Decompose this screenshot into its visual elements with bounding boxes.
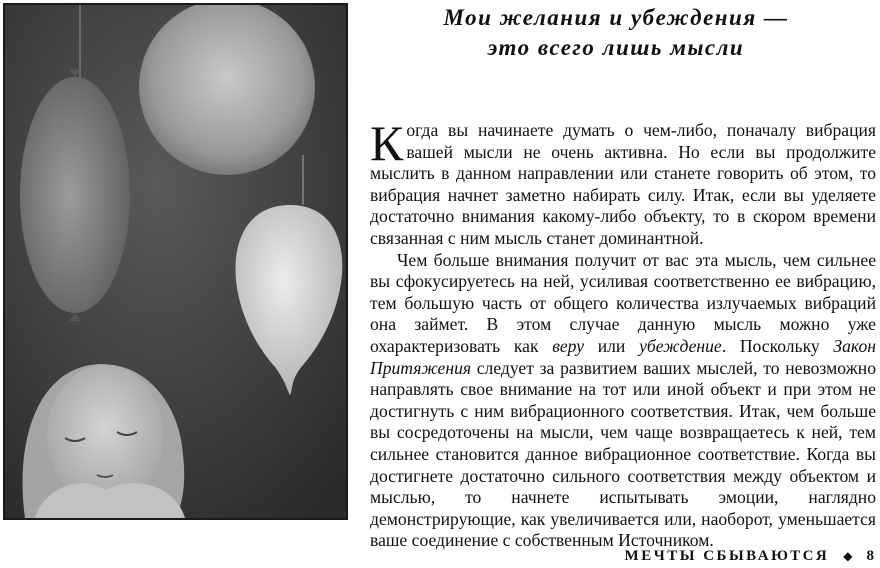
round-lantern (139, 5, 315, 175)
page-number: 8 (866, 548, 874, 564)
drop-cap: К (370, 115, 404, 171)
paragraph-2-text-c: . Поскольку (721, 335, 834, 356)
emphasis-belief: убеждение (639, 335, 722, 356)
oval-lantern (20, 77, 130, 313)
paragraph-2 (370, 250, 876, 552)
paragraph-1-text: огда вы начинаете думать о чем-либо, поначалу вибрация вашей мысли не очень активна. Но если вы продолжите мыслить в данном направлении или станете говорить об этом, то вибрация начнет заметно набирать силу. Итак, если вы уделяете достаточно внимания какому-либо объекту, то в скором времени связанная с ним мысль станет доминантной. (370, 120, 876, 248)
emphasis-law-of-attraction: Закон Притяжения (370, 335, 876, 378)
body-text (370, 115, 876, 552)
page-footer (625, 548, 874, 565)
paragraph-2-text-a: Чем больше внимания получит от вас эта мысль, чем сильнее вы сфокусируетесь на ней, усиливая соответственно ее вибрацию, тем большую часть от общего количества излучаемых вибраций она займет. В этом случае данную мысль можно уже охарактеризовать как (370, 249, 876, 356)
paragraph-1 (370, 115, 876, 250)
emphasis-faith: веру (552, 335, 585, 356)
illustration (3, 3, 348, 520)
running-title: МЕЧТЫ СБЫВАЮТСЯ (624, 548, 830, 564)
lanterns-girl-illustration (5, 5, 346, 518)
diamond-separator-icon: ◆ (843, 549, 853, 563)
title-line-1: Мои желания и убеждения — (443, 5, 789, 30)
paragraph-2-text-d: следует за развитием ваших мыслей, то невозможно направлять свое внимание на тот или иной объект и при этом не достигнуть с ним вибрационного соответствия. Итак, чем больше вы сосредоточены на мысли, чем чаще возвращаетесь к ней, тем сильнее становится данное вибрационное соответствие. Когда вы достигнете достаточно сильного соответствия между объектом и мыслью, то начнете испытывать эмоции, наглядно демонстрирующие, как увеличивается или, наоборот, уменьшается ваше соединение с собственным Источником. (370, 357, 876, 551)
title-line-2: это всего лишь мысли (487, 35, 745, 60)
paragraph-2-text-b: или (584, 335, 640, 356)
girl-face (47, 365, 163, 505)
